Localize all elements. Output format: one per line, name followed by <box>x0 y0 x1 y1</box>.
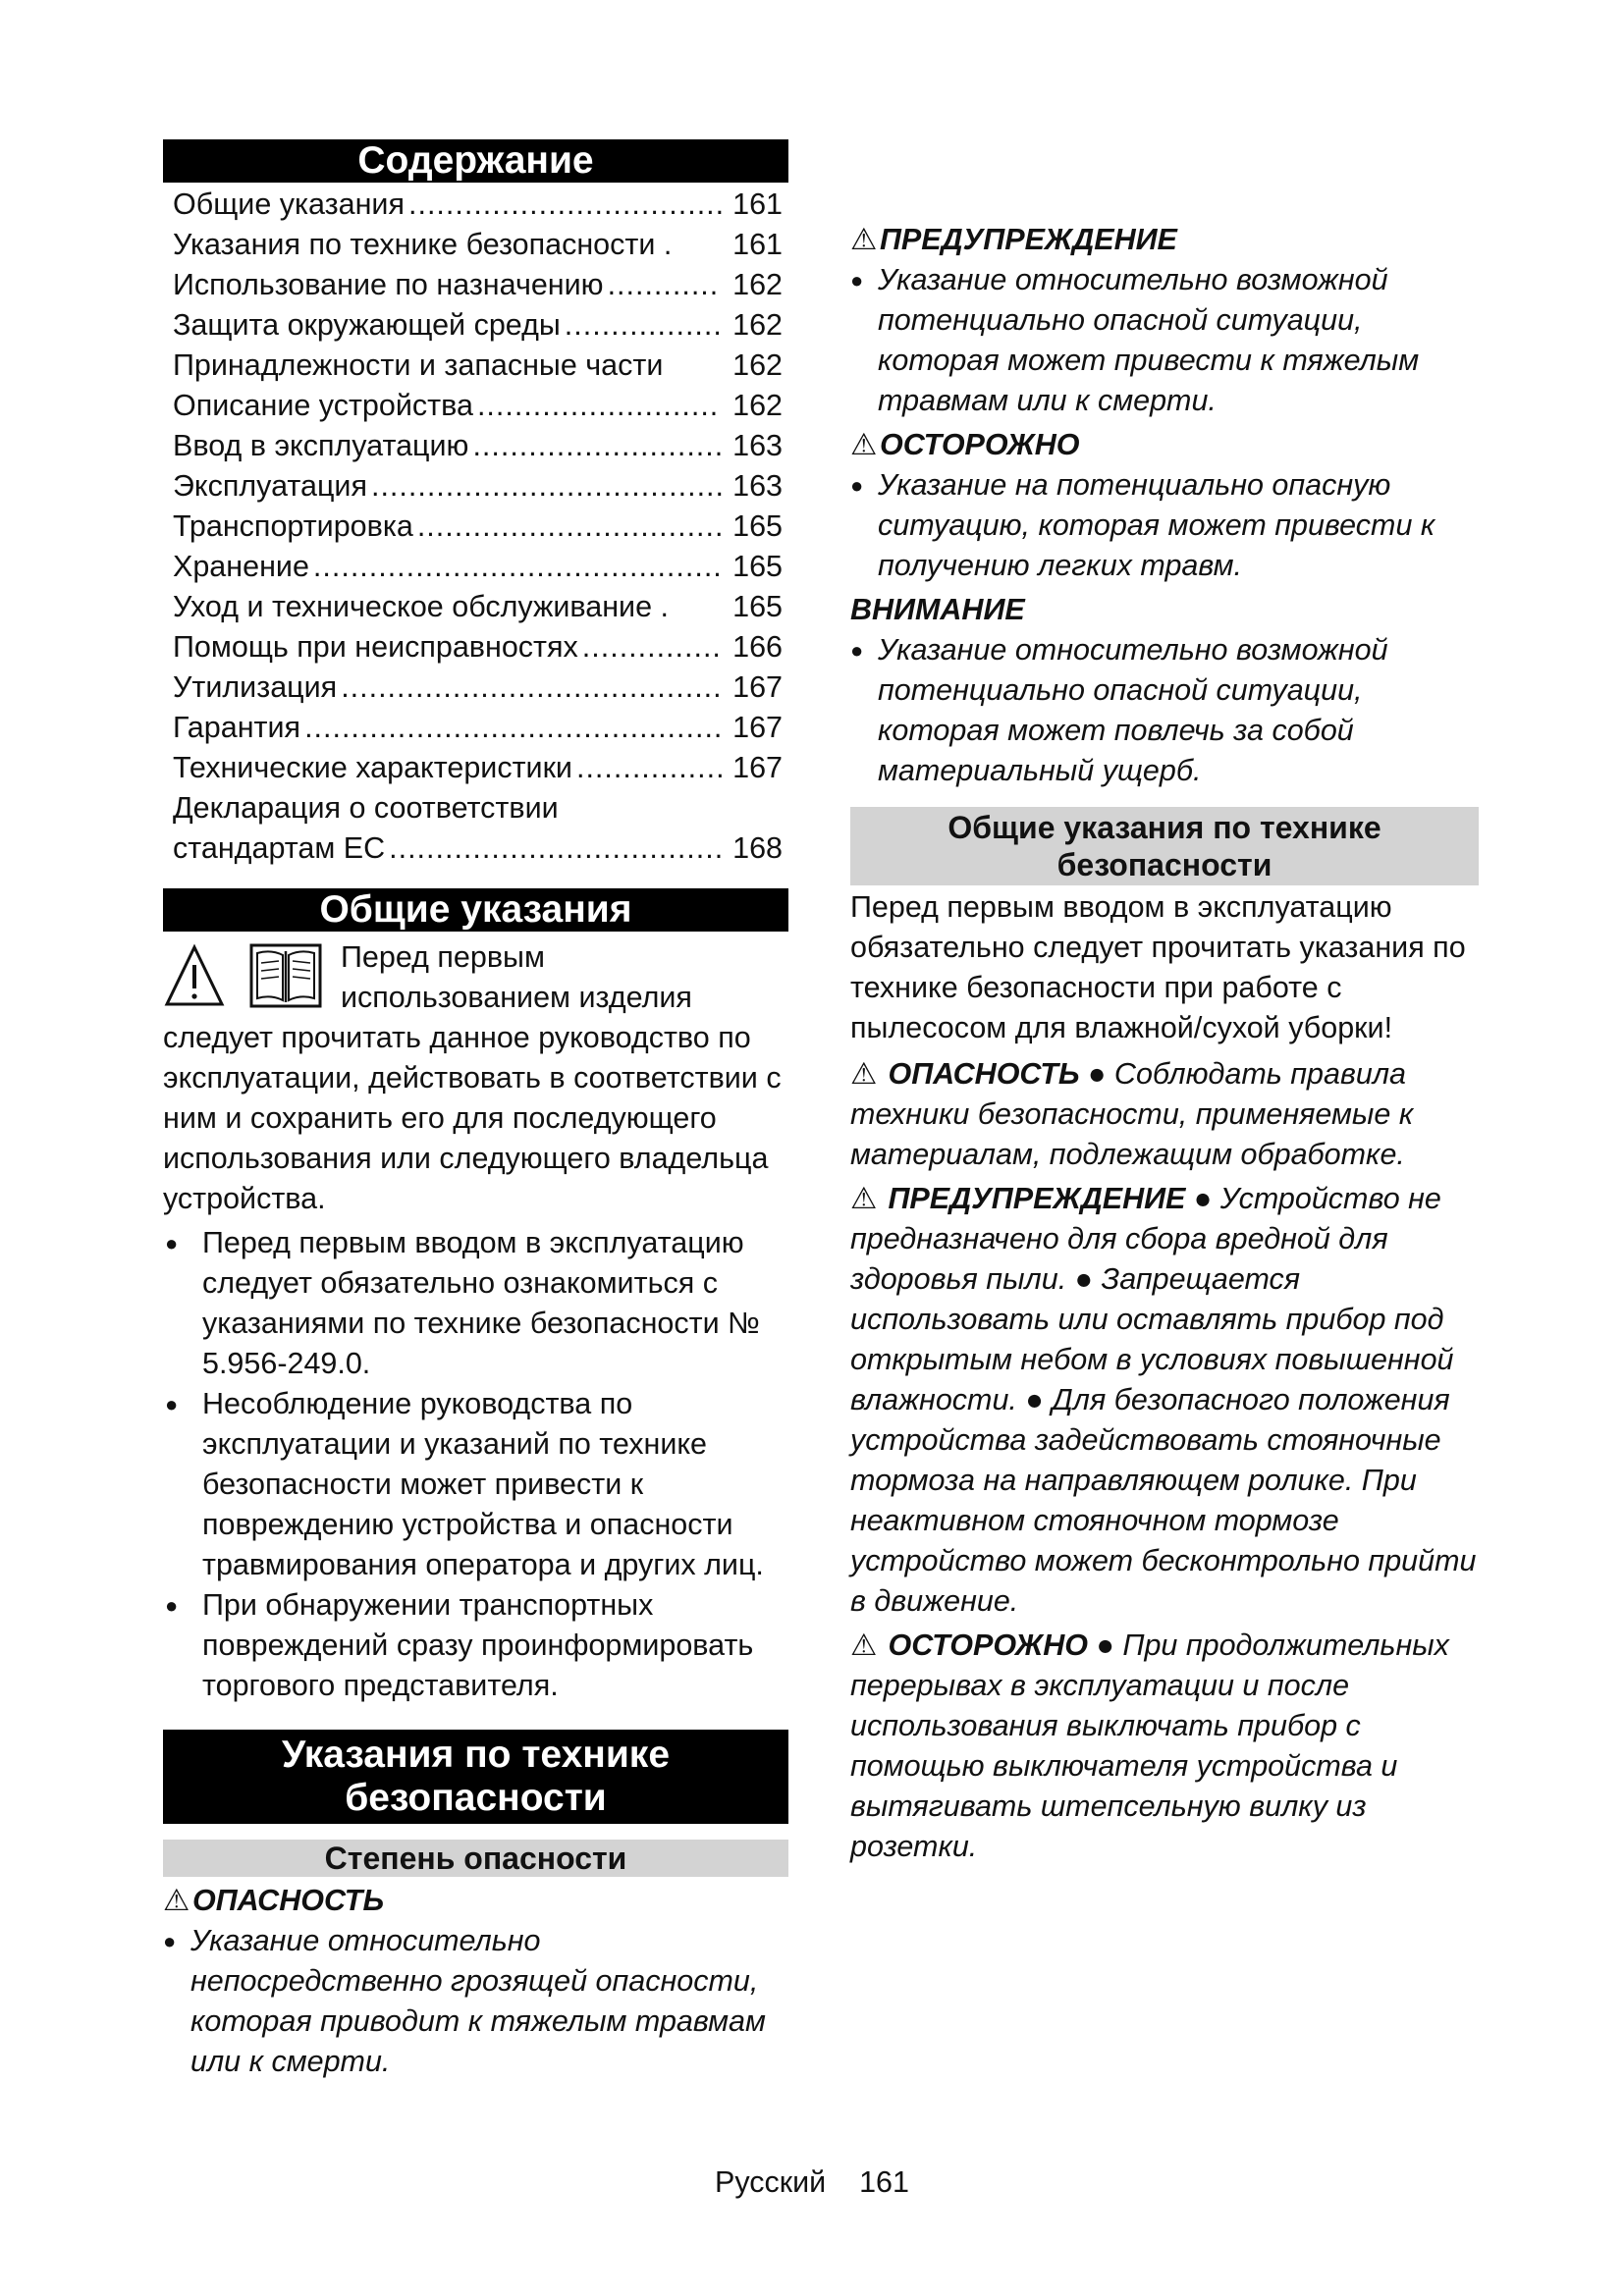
warning-triangle-icon: ⚠ <box>850 428 878 461</box>
general-intro <box>163 937 788 1058</box>
warning-triangle-icon: ⚠ <box>163 1884 190 1917</box>
toc-item[interactable]: Помощь при неисправностях ..... 166 <box>163 627 788 667</box>
danger-level-block: ⚠ОСТОРОЖНО ● Указание на потенциально опасную ситуацию, которая может привести к получению легких травм. <box>850 425 1479 586</box>
toc-item-line1[interactable]: Декларация о соответствии <box>173 791 559 825</box>
danger-level-block: ⚠ПРЕДУПРЕЖДЕНИЕ ● Указание относительно возможной потенциально опасной ситуации, которая может привести к тяжелым травмам или к смерти. <box>850 220 1479 421</box>
toc-item-line2[interactable]: стандартам ЕС ..... 168 <box>163 828 788 869</box>
list-item: ● Перед первым вводом в эксплуатацию следует обязательно ознакомиться с указаниями по технике безопасности № 5.956-249.0. <box>163 1223 788 1384</box>
danger-levels-heading: Степень опасности <box>163 1840 788 1877</box>
danger-level-block: ⚠ОПАСНОСТЬ ● Указание относительно непосредственно грозящей опасности, которая приводит к тяжелым травмам или к смерти. <box>163 1881 788 2082</box>
warning-icon <box>163 943 330 1012</box>
table-of-contents <box>163 185 788 869</box>
general-safety-block: ⚠ ОСТОРОЖНО ● При продолжительных перерывах в эксплуатации и после использования выключать прибор с помощью выключателя устройства и вытягивать штепсельную вилку из розетки. <box>850 1626 1479 1867</box>
bullet-icon: ● <box>163 1929 177 1953</box>
left-column <box>163 139 788 2082</box>
general-paragraph: следует прочитать данное руководство по эксплуатации, действовать в соответствии с ним и сохранить его для последующего использования или следующего владельца устройства. <box>163 1021 782 1215</box>
list-item: ● При обнаружении транспортных повреждений сразу проинформировать торгового представителя. <box>163 1585 788 1706</box>
toc-item[interactable]: Эксплуатация ..... 163 <box>163 466 788 507</box>
general-heading: Общие указания <box>163 888 788 932</box>
toc-item[interactable]: Ввод в эксплуатацию ..... 163 <box>163 426 788 466</box>
general-safety-intro: Перед первым вводом в эксплуатацию обязательно следует прочитать указания по технике безопасности при работе с пылесосом для влажной/сухой уборки! <box>850 890 1466 1044</box>
toc-item[interactable]: Хранение ..... 165 <box>163 547 788 587</box>
toc-item[interactable]: Указания по технике безопасности . 161 <box>173 228 783 261</box>
general-safety-block: ⚠ ПРЕДУПРЕЖДЕНИЕ ● Устройство не предназначено для сбора вредной для здоровья пыли. ● Запрещается использовать или оставлять прибор под открытым небом в условиях повышенной влажности. ● Для безопасного положения устройства задействовать стояночные тормоза на направляющем ролике. При неактивном стояночном тормозе устройство может бесконтрольно прийти в движение. <box>850 1179 1479 1622</box>
safety-heading: Указания по технике безопасности <box>163 1730 788 1824</box>
warning-triangle-icon: ⚠ <box>850 223 878 256</box>
toc-item[interactable]: Принадлежности и запасные части 162 <box>173 348 783 382</box>
warning-triangle-icon: ⚠ <box>850 1057 878 1091</box>
footer-language: Русский <box>715 2165 827 2199</box>
intro-text: Перед первым использованием изделия <box>341 940 692 1014</box>
toc-item[interactable]: Утилизация ..... 167 <box>163 667 788 708</box>
toc-item[interactable]: Защита окружающей среды ..... 162 <box>163 305 788 346</box>
general-safety-heading: Общие указания по технике безопасности <box>850 807 1479 885</box>
toc-item[interactable]: Общие указания ..... 161 <box>163 185 788 225</box>
bullet-icon: ● <box>850 638 864 663</box>
general-bullets <box>163 1223 788 1706</box>
general-safety-block: ⚠ ОПАСНОСТЬ ● Соблюдать правила техники безопасности, применяемые к материалам, подлежащим обработке. <box>850 1054 1479 1175</box>
toc-item[interactable]: Транспортировка ..... 165 <box>163 507 788 547</box>
page-number: 161 <box>859 2165 909 2199</box>
bullet-icon: ● <box>850 473 864 498</box>
manual-book-icon <box>251 945 320 1006</box>
bullet-icon: ● <box>850 268 864 293</box>
toc-item[interactable]: Описание устройства ..... 162 <box>163 386 788 426</box>
right-column <box>850 0 1479 1867</box>
toc-item[interactable]: Гарантия ..... 167 <box>163 708 788 748</box>
warning-triangle-icon: ⚠ <box>850 1182 878 1215</box>
toc-item[interactable]: Уход и техническое обслуживание . 165 <box>173 590 783 623</box>
page-footer <box>0 2165 1624 2200</box>
danger-level-block: ВНИМАНИЕ ● Указание относительно возможной потенциально опасной ситуации, которая может повлечь за собой материальный ущерб. <box>850 593 1388 787</box>
intro-icons <box>163 943 330 1017</box>
list-item: ● Несоблюдение руководства по эксплуатации и указаний по технике безопасности может привести к повреждению устройства и опасности травмирования оператора и других лиц. <box>163 1384 788 1585</box>
toc-item[interactable]: Технические характеристики ..... 167 <box>163 748 788 788</box>
toc-item[interactable]: Использование по назначению ..... 162 <box>163 265 788 305</box>
toc-heading: Содержание <box>163 139 788 183</box>
warning-triangle-icon: ⚠ <box>850 1629 878 1662</box>
